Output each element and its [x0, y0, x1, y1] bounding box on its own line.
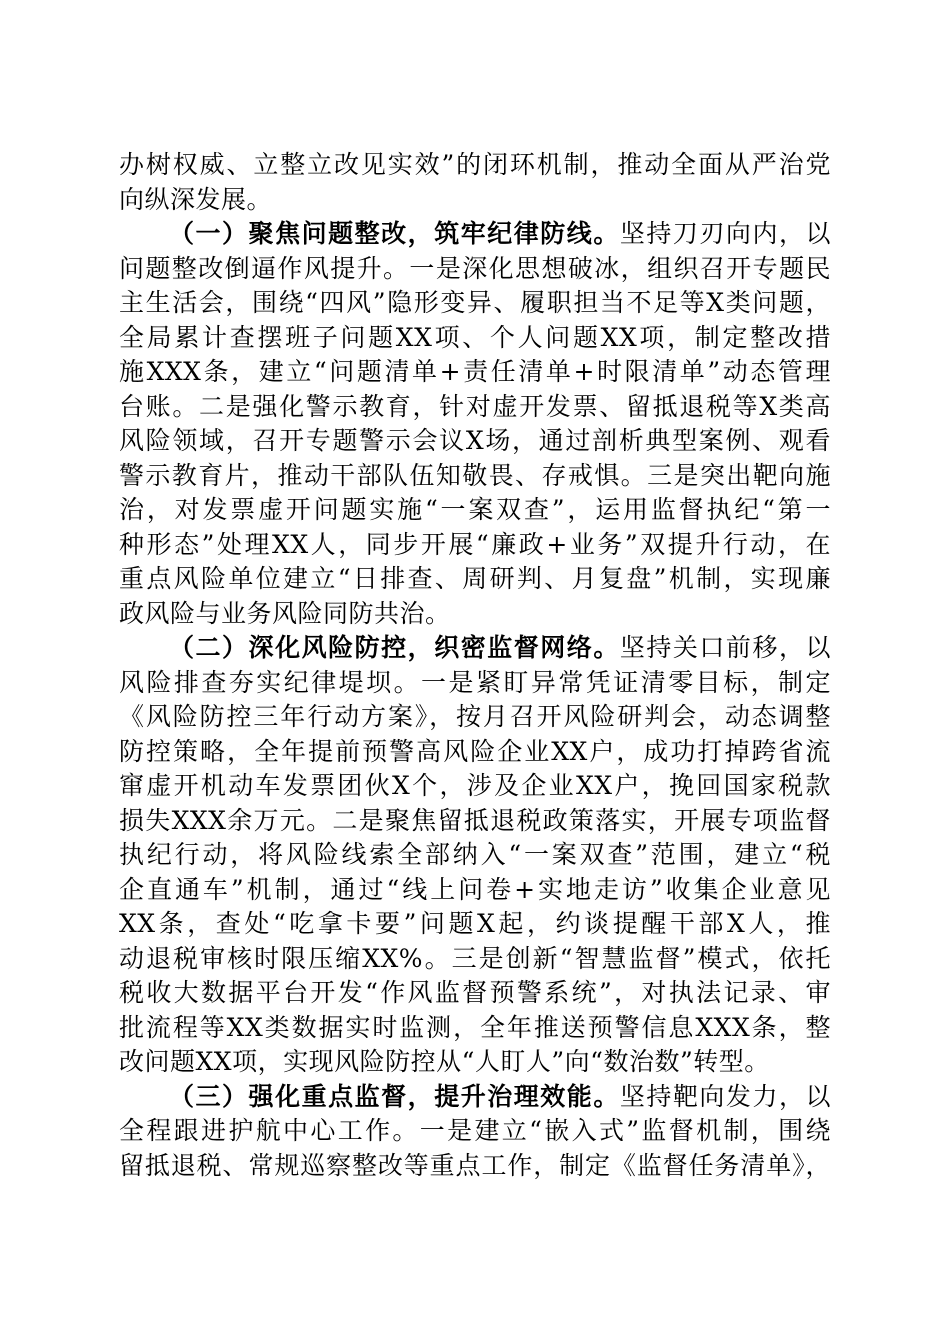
- body-line: 主生活会，围绕“四风”隐形变异、履职担当不足等X类问题，: [119, 288, 831, 317]
- body-line: 企直通车”机制，通过“线上问卷+实地走访”收集企业意见: [119, 874, 831, 904]
- body-line: 防控策略，全年提前预警高风险企业XX户，成功打掉跨省流: [119, 736, 831, 766]
- body-text: 坚持靶向发力，以: [619, 1081, 831, 1111]
- section-heading: （一）聚焦问题整改，筑牢纪律防线。: [169, 219, 620, 248]
- body-line: 政风险与业务风险同防共治。: [119, 598, 451, 628]
- body-line: 批流程等XX类数据实时监测，全年推送预警信息XXX条，整: [119, 1012, 831, 1042]
- paragraph-first-line: [119, 217, 831, 252]
- body-line: 种形态”处理XX人，同步开展“廉政+业务”双提升行动，在: [119, 529, 831, 559]
- body-line: 《风险防控三年行动方案》，按月召开风险研判会，动态调整: [119, 702, 831, 731]
- body-text: 坚持刀刃向内，以: [619, 219, 831, 248]
- body-line: 风险排查夯实纪律堤坝。一是紧盯异常凭证清零目标，制定: [119, 667, 831, 697]
- body-line: 施XXX条，建立“问题清单+责任清单+时限清单”动态管理: [119, 357, 831, 386]
- body-line: 办树权威、立整立改见实效”的闭环机制，推动全面从严治党: [119, 150, 831, 179]
- body-line: 改问题XX项，实现风险防控从“人盯人”向“数治数”转型。: [119, 1047, 770, 1076]
- body-line: 台账。二是强化警示教育，针对虚开发票、留抵退税等X类高: [119, 391, 831, 421]
- section-heading: （二）深化风险防控，织密监督网络。: [169, 633, 620, 662]
- body-line: 全局累计查摆班子问题XX项、个人问题XX项，制定整改措: [119, 322, 831, 352]
- body-line: 治，对发票虚开问题实施“一案双查”，运用监督执纪“第一: [119, 495, 831, 524]
- body-line: 税收大数据平台开发“作风监督预警系统”，对执法记录、审: [119, 978, 831, 1007]
- body-text: 坚持关口前移，以: [619, 633, 831, 662]
- paragraph-first-line: [119, 631, 831, 666]
- body-line: 全程跟进护航中心工作。一是建立“嵌入式”监督机制，围绕: [119, 1116, 831, 1145]
- body-line: XX条，查处“吃拿卡要”问题X起，约谈提醒干部X人，推: [119, 909, 831, 938]
- body-line: 重点风险单位建立“日排查、周研判、月复盘”机制，实现廉: [119, 564, 831, 593]
- body-line: 损失XXX余万元。二是聚焦留抵退税政策落实，开展专项监督: [119, 805, 831, 835]
- body-line: 向纵深发展。: [119, 184, 273, 214]
- paragraph-first-line: [119, 1080, 831, 1115]
- document-body: [119, 148, 831, 1183]
- body-line: 风险领域，召开专题警示会议X场，通过剖析典型案例、观看: [119, 426, 831, 455]
- body-line: 问题整改倒逼作风提升。一是深化思想破冰，组织召开专题民: [119, 253, 831, 283]
- body-line: 动退税审核时限压缩XX%。三是创新“智慧监督”模式，依托: [119, 943, 831, 973]
- body-line: 留抵退税、常规巡察整改等重点工作，制定《监督任务清单》，: [119, 1150, 831, 1180]
- section-heading: （三）强化重点监督，提升治理效能。: [169, 1081, 620, 1111]
- body-line: 执纪行动，将风险线索全部纳入“一案双查”范围，建立“税: [119, 840, 831, 869]
- body-line: 窜虚开机动车发票团伙X个，涉及企业XX户，挽回国家税款: [119, 771, 831, 800]
- body-line: 警示教育片，推动干部队伍知敬畏、存戒惧。三是突出靶向施: [119, 460, 831, 490]
